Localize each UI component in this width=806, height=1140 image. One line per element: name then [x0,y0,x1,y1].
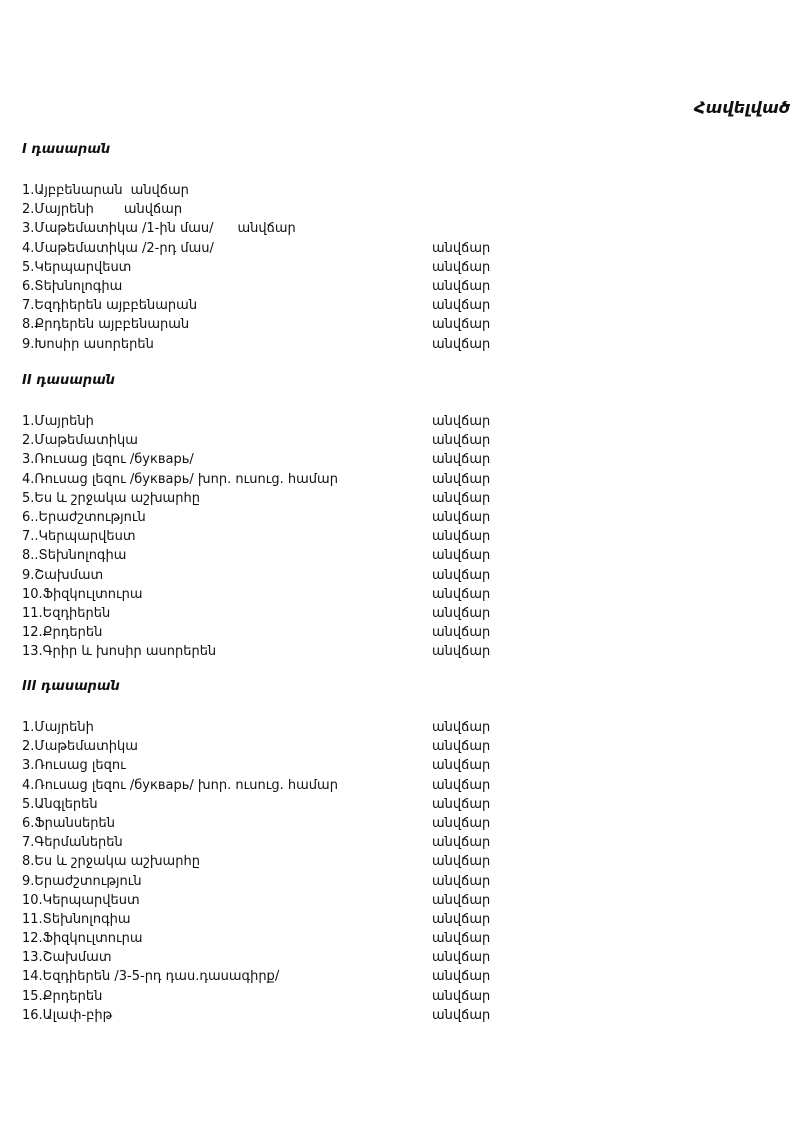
book-title: 11.Եզդիերեն [22,605,111,621]
book-title: 13.Շախմատ [22,950,112,966]
price-status: անվճար [432,278,491,294]
book-title: 1.Այբբենարան [22,183,123,198]
price-status: անվճար [432,471,491,487]
book-row [22,623,782,642]
price-status: անվճար [432,758,491,774]
price-status: անվճար [432,873,491,889]
book-title: 12.Քրդերեն [22,625,103,641]
book-title: 11.Տեխնոլոգիա [22,911,131,927]
book-title: 2.Մաթեմատիկա [22,433,138,449]
book-row [22,508,782,527]
book-title: 4.Ռուսաց լեզու /букварь/ խոր. ուսուց. համար [22,777,338,793]
book-row [22,296,782,315]
price-status: անվճար [432,625,491,641]
book-title: 6.Ֆրանսերեն [22,815,116,831]
price-status: անվճար [432,988,491,1004]
grade-heading: III դասարան [22,679,120,694]
book-title: 8..Տեխնոլոգիա [22,548,127,564]
book-title: 14.Եզդիերեն /3-5-րդ դաս.դասագիրք/ [22,969,280,985]
book-row [22,585,782,604]
book-row [22,642,782,661]
book-row [22,527,782,546]
grade-section-3 [22,678,782,1025]
book-title: 7..Կերպարվեստ [22,529,136,545]
grade-heading: II դասարան [22,373,115,388]
book-list [22,412,782,661]
price-status: անվճար [432,739,491,755]
book-title: 12.Ֆիզկուլտուրա [22,931,143,947]
price-status: անվճար [432,644,491,660]
book-row [22,814,782,833]
book-title: 5.Անգլերեն [22,796,98,812]
price-status: անվճար [432,911,491,927]
book-title: 7.Եզդիերեն այբբենարան [22,298,198,314]
book-row [22,604,782,623]
price-status: անվճար [237,221,296,237]
book-row [22,872,782,891]
book-title: 9.Շախմատ [22,567,104,583]
book-row [22,489,782,508]
price-status: անվճար [432,259,491,275]
book-row [22,546,782,565]
book-row [22,450,782,469]
book-title: 8.Քրդերեն այբբենարան [22,317,190,333]
book-row [22,910,782,929]
price-status: անվճար [432,892,491,908]
book-row [22,335,782,354]
price-status: անվճար [432,336,491,352]
book-row [22,718,782,737]
book-list [22,181,782,354]
book-row [22,566,782,585]
book-row [22,987,782,1006]
book-title: 2.Մայրենի [22,202,94,218]
book-title: 16.Ալափ-բիթ [22,1007,113,1023]
grade-section-1 [22,141,782,354]
book-row [22,200,782,219]
book-row [22,470,782,489]
book-row [22,833,782,852]
book-row [22,967,782,986]
book-row [22,412,782,431]
price-status: անվճար [432,433,491,449]
book-title: 10.Կերպարվեստ [22,892,140,908]
grade-section-2 [22,372,782,661]
book-row [22,852,782,871]
price-status: անվճար [432,720,491,735]
book-row [22,891,782,910]
book-row [22,258,782,277]
page-title: Հավելված [693,98,790,117]
price-status: անվճար [432,529,491,545]
price-status: անվճար [432,490,491,506]
book-row [22,929,782,948]
price-status: անվճար [432,835,491,851]
price-status: անվճար [432,605,491,621]
book-title: 15.Քրդերեն [22,988,103,1004]
price-status: անվճար [432,1007,491,1023]
grade-heading: I դասարան [22,142,111,157]
book-title: 5.Կերպարվեստ [22,259,132,275]
book-title: 6.Տեխնոլոգիա [22,278,123,294]
book-row [22,1006,782,1025]
book-title: 6..Երաժշտություն [22,509,146,525]
book-row [22,756,782,775]
price-status: անվճար [432,298,491,314]
price-status: անվճար [432,969,491,985]
price-status: անվճար [432,815,491,831]
book-title: 1.Մայրենի [22,720,94,735]
book-row [22,948,782,967]
price-status: անվճար [432,796,491,812]
book-title: 13.Գրիր և խոսիր ասորերեն [22,644,217,660]
price-status: անվճար [432,452,491,468]
book-title: 10.Ֆիզկուլտուրա [22,586,143,602]
book-title: 5.Ես և շրջակա աշխարհը [22,490,200,506]
price-status: անվճար [432,240,491,256]
book-title: 3.Մաթեմատիկա /1-ին մաս/ [22,221,214,237]
book-title: 1.Մայրենի [22,414,94,429]
price-status: անվճար [432,548,491,564]
book-title: 2.Մաթեմատիկա [22,739,138,755]
price-status: անվճար [432,567,491,583]
price-status: անվճար [432,950,491,966]
book-row [22,737,782,756]
book-title: 4.Մաթեմատիկա /2-րդ մաս/ [22,240,214,256]
book-row [22,277,782,296]
book-title: 4.Ռուսաց լեզու /букварь/ խոր. ուսուց. համար [22,471,338,487]
price-status: անվճար [432,509,491,525]
price-status: անվճար [123,202,183,218]
book-row [22,315,782,334]
book-title: 9.Խոսիր ասորերեն [22,336,154,352]
price-status: անվճար [432,777,491,793]
book-title: 3.Ռուսաց լեզու /букварь/ [22,452,194,468]
price-status: անվճար [432,931,491,947]
price-status: անվճար [432,854,491,870]
book-row [22,776,782,795]
book-row [22,431,782,450]
book-row [22,795,782,814]
book-title: 3.Ռուսաց լեզու [22,758,126,774]
price-status: անվճար [130,183,189,198]
book-list [22,718,782,1025]
book-title: 7.Գերմաներեն [22,835,123,851]
book-title: 9.Երաժշտություն [22,873,142,889]
price-status: անվճար [432,317,491,333]
book-title: 8.Ես և շրջակա աշխարհը [22,854,200,870]
price-status: անվճար [432,586,491,602]
book-row [22,219,782,238]
book-row [22,239,782,258]
price-status: անվճար [432,414,491,429]
book-row [22,181,782,200]
